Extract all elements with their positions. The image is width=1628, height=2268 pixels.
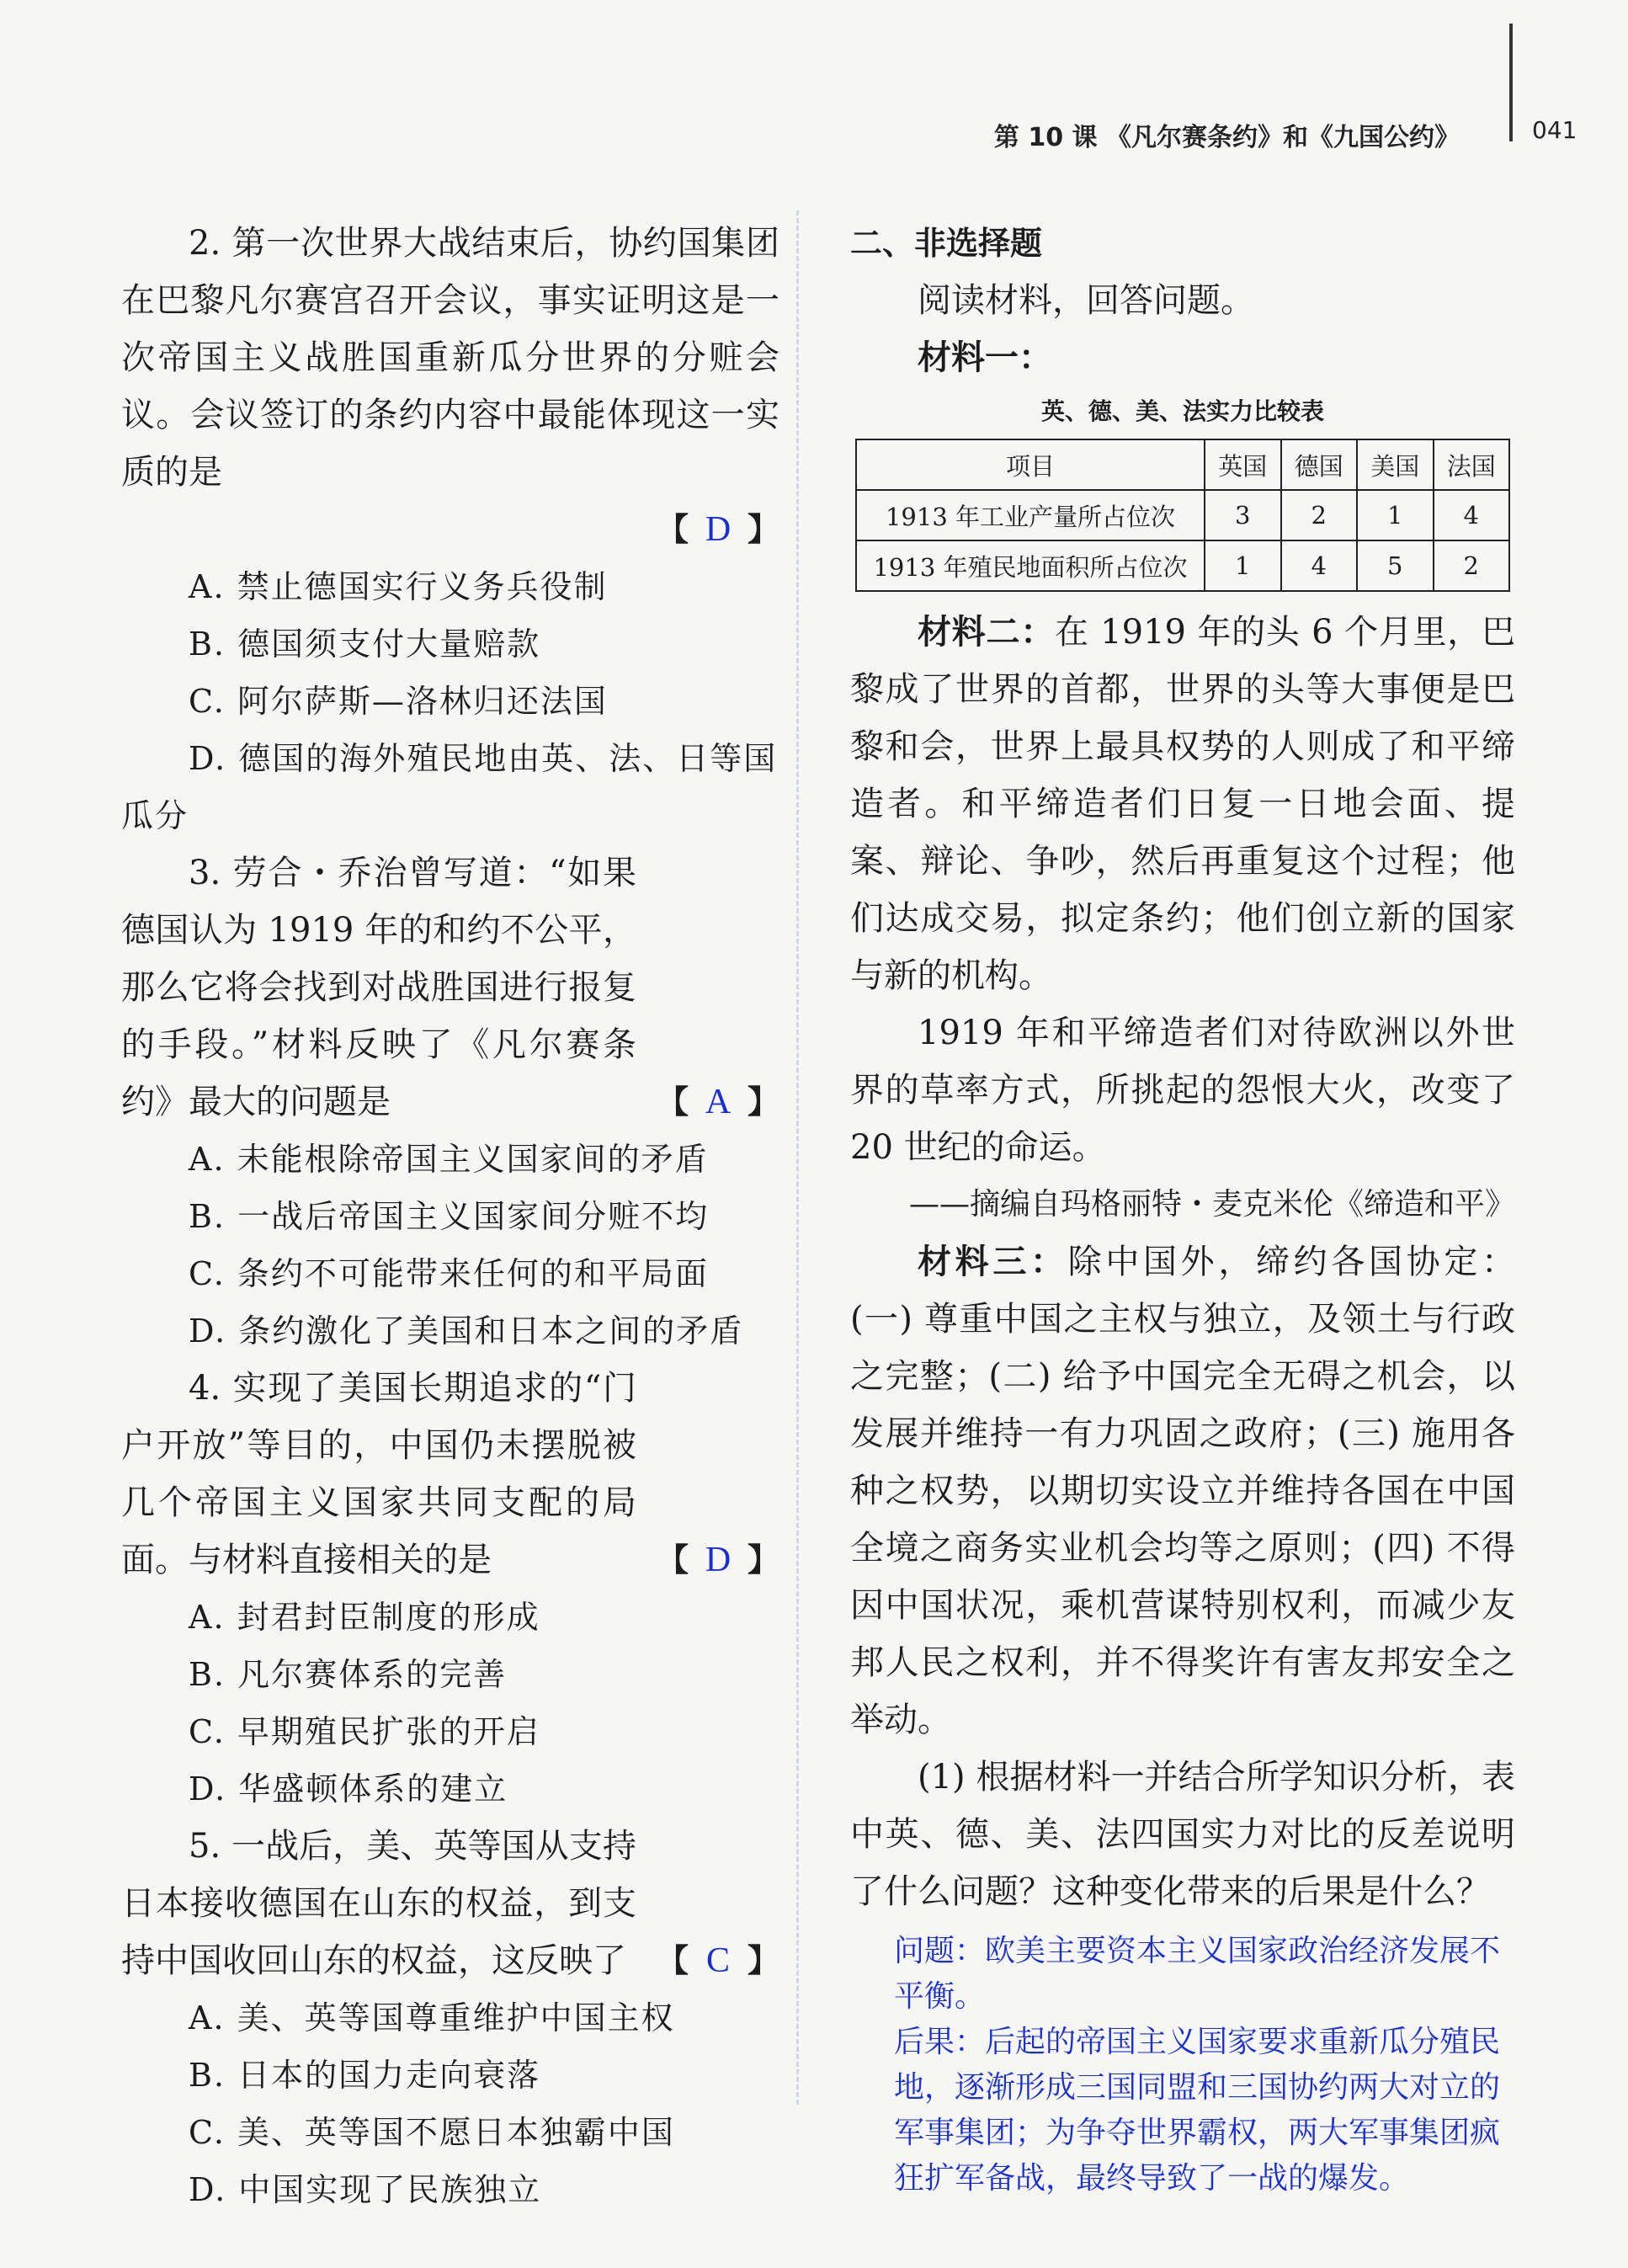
material-2-label: 材料二： (918, 613, 1055, 652)
handwritten-answer (850, 1929, 1515, 2201)
table-header-row (856, 439, 1509, 490)
table-cell: 1913 年工业产量所占位次 (856, 490, 1205, 540)
section-title: 二、非选择题 (850, 225, 1043, 262)
option-d: D. 德国的海外殖民地由英、法、日等国瓜分 (121, 740, 778, 834)
question-stem: 4. 实现了美国长期追求的“门户开放”等目的，中国仍未摆脱被几个帝国主义国家共同支配的局面。与材料直接相关的是 (121, 1369, 636, 1579)
page-number: 041 (1532, 116, 1577, 144)
option-b: B. 日本的国力走向衰落 (189, 2057, 541, 2094)
question-5 (121, 1818, 779, 2218)
material-2-source: ——摘编自玛格丽特・麦克米伦《缔造和平》 (908, 1187, 1515, 1222)
material-3-label: 材料三： (918, 1243, 1068, 1281)
question-2 (121, 215, 779, 844)
table-header-cell: 项目 (856, 439, 1205, 490)
option-c: C. 阿尔萨斯—洛林归还法国 (189, 683, 608, 720)
table-cell: 3 (1205, 490, 1281, 540)
table-cell: 1 (1205, 540, 1281, 591)
lesson-header: 第 10 课 《凡尔赛条约》和《九国公约》 (993, 123, 1460, 152)
column-divider (796, 210, 799, 2105)
table-cell: 2 (1434, 540, 1510, 591)
table-header-cell: 德国 (1281, 439, 1358, 490)
table-cell: 4 (1281, 540, 1358, 591)
option-b: B. 德国须支付大量赔款 (189, 626, 541, 663)
answer-bracket: 【 A 】 (657, 1073, 779, 1131)
table-row (856, 490, 1509, 540)
header-rule (1509, 24, 1513, 141)
option-b: B. 凡尔赛体系的完善 (189, 1656, 508, 1693)
question-stem: 3. 劳合・乔治曾写道：“如果德国认为 1919 年的和约不公平，那么它将会找到对战胜国进行报复的手段。”材料反映了《凡尔赛条约》最大的问题是 (121, 854, 636, 1121)
option-a: A. 美、英等国尊重维护中国主权 (189, 1999, 675, 2036)
table-row (856, 540, 1509, 591)
answer-problem: 问题：欧美主要资本主义国家政治经济发展不平衡。 (894, 1934, 1501, 2014)
left-column (121, 215, 779, 2218)
table-header-cell: 英国 (1205, 439, 1281, 490)
table-header-cell: 法国 (1434, 439, 1510, 490)
question-3 (121, 844, 779, 1360)
material-2 (850, 604, 1515, 1004)
answer-value: C (705, 1941, 730, 1980)
table-cell: 5 (1357, 540, 1434, 591)
table-header-cell: 美国 (1357, 439, 1434, 490)
question-stem: 5. 一战后，美、英等国从支持日本接收德国在山东的权益，到支持中国收回山东的权益，这反映了 (121, 1827, 636, 1980)
answer-bracket: 【 C 】 (657, 1932, 779, 1989)
table-cell: 2 (1281, 490, 1358, 540)
table-cell: 4 (1434, 490, 1510, 540)
question-4 (121, 1360, 779, 1818)
right-column (850, 215, 1515, 2201)
option-c: C. 美、英等国不愿日本独霸中国 (189, 2114, 675, 2151)
option-d: D. 华盛顿体系的建立 (189, 1770, 508, 1807)
question-stem: 2. 第一次世界大战结束后，协约国集团在巴黎凡尔赛宫召开会议，事实证明这是一次帝国主义战胜国重新瓜分世界的分赃会议。会议签订的条约内容中最能体现这一实质的是 (121, 224, 779, 492)
material-2-text: 在 1919 年的头 6 个月里，巴黎成了世界的首都，世界的头等大事便是巴黎和会，世界上最具权势的人则成了和平缔造者。和平缔造者们日复一日地会面、提案、辩论、争吵，然后再重复这个过程；他们达成交易，拟定条约；他们创立新的国家与新的机构。 (850, 613, 1516, 995)
option-d: D. 中国实现了民族独立 (189, 2171, 542, 2208)
answer-bracket: 【 D 】 (657, 501, 779, 558)
option-a: A. 未能根除帝国主义国家间的矛盾 (189, 1141, 709, 1178)
answer-value: D (705, 510, 732, 549)
comparison-table (855, 439, 1510, 592)
answer-value: D (705, 1541, 732, 1579)
answer-bracket-line (121, 501, 779, 558)
option-a: A. 禁止德国实行义务兵役制 (189, 568, 608, 605)
option-d: D. 条约激化了美国和日本之间的矛盾 (189, 1312, 744, 1350)
answer-bracket: 【 D 】 (657, 1531, 779, 1589)
material-2-text-2: 1919 年和平缔造者们对待欧洲以外世界的草率方式，所挑起的怨恨大火，改变了 20 世纪的命运。 (850, 1014, 1515, 1167)
sub-question-1: (1) 根据材料一并结合所学知识分析，表中英、德、美、法四国实力对比的反差说明了什么问题？这种变化带来的后果是什么？ (850, 1758, 1515, 1911)
option-b: B. 一战后帝国主义国家间分赃不均 (189, 1198, 710, 1235)
answer-result: 后果：后起的帝国主义国家要求重新瓜分殖民地，逐渐形成三国同盟和三国协约两大对立的军事集团；为争夺世界霸权，两大军事集团疯狂扩军备战，最终导致了一战的爆发。 (894, 2025, 1501, 2196)
material-3 (850, 1233, 1515, 1749)
answer-value: A (705, 1083, 732, 1121)
material-3-text: 除中国外，缔约各国协定：(一) 尊重中国之主权与独立，及领土与行政之完整；(二) 给予中国完全无碍之机会，以发展并维持一有力巩固之政府；(三) 施用各种之权势，以期切实设立并维持各国在中国全境之商务实业机会均等之原则；(四) 不得因中国状况，乘机营谋特别权利，而减少友邦人民之权利，并不得奖许有害友邦安全之举动。 (850, 1243, 1516, 1739)
option-a: A. 封君封臣制度的形成 (189, 1599, 540, 1636)
table-cell: 1 (1357, 490, 1434, 540)
instruction: 阅读材料，回答问题。 (918, 281, 1254, 320)
option-c: C. 早期殖民扩张的开启 (189, 1713, 540, 1750)
option-c: C. 条约不可能带来任何的和平局面 (189, 1255, 709, 1292)
table-cell: 1913 年殖民地面积所占位次 (856, 540, 1205, 591)
material-1-label: 材料一： (918, 338, 1052, 377)
table-title: 英、德、美、法实力比较表 (1040, 397, 1324, 425)
